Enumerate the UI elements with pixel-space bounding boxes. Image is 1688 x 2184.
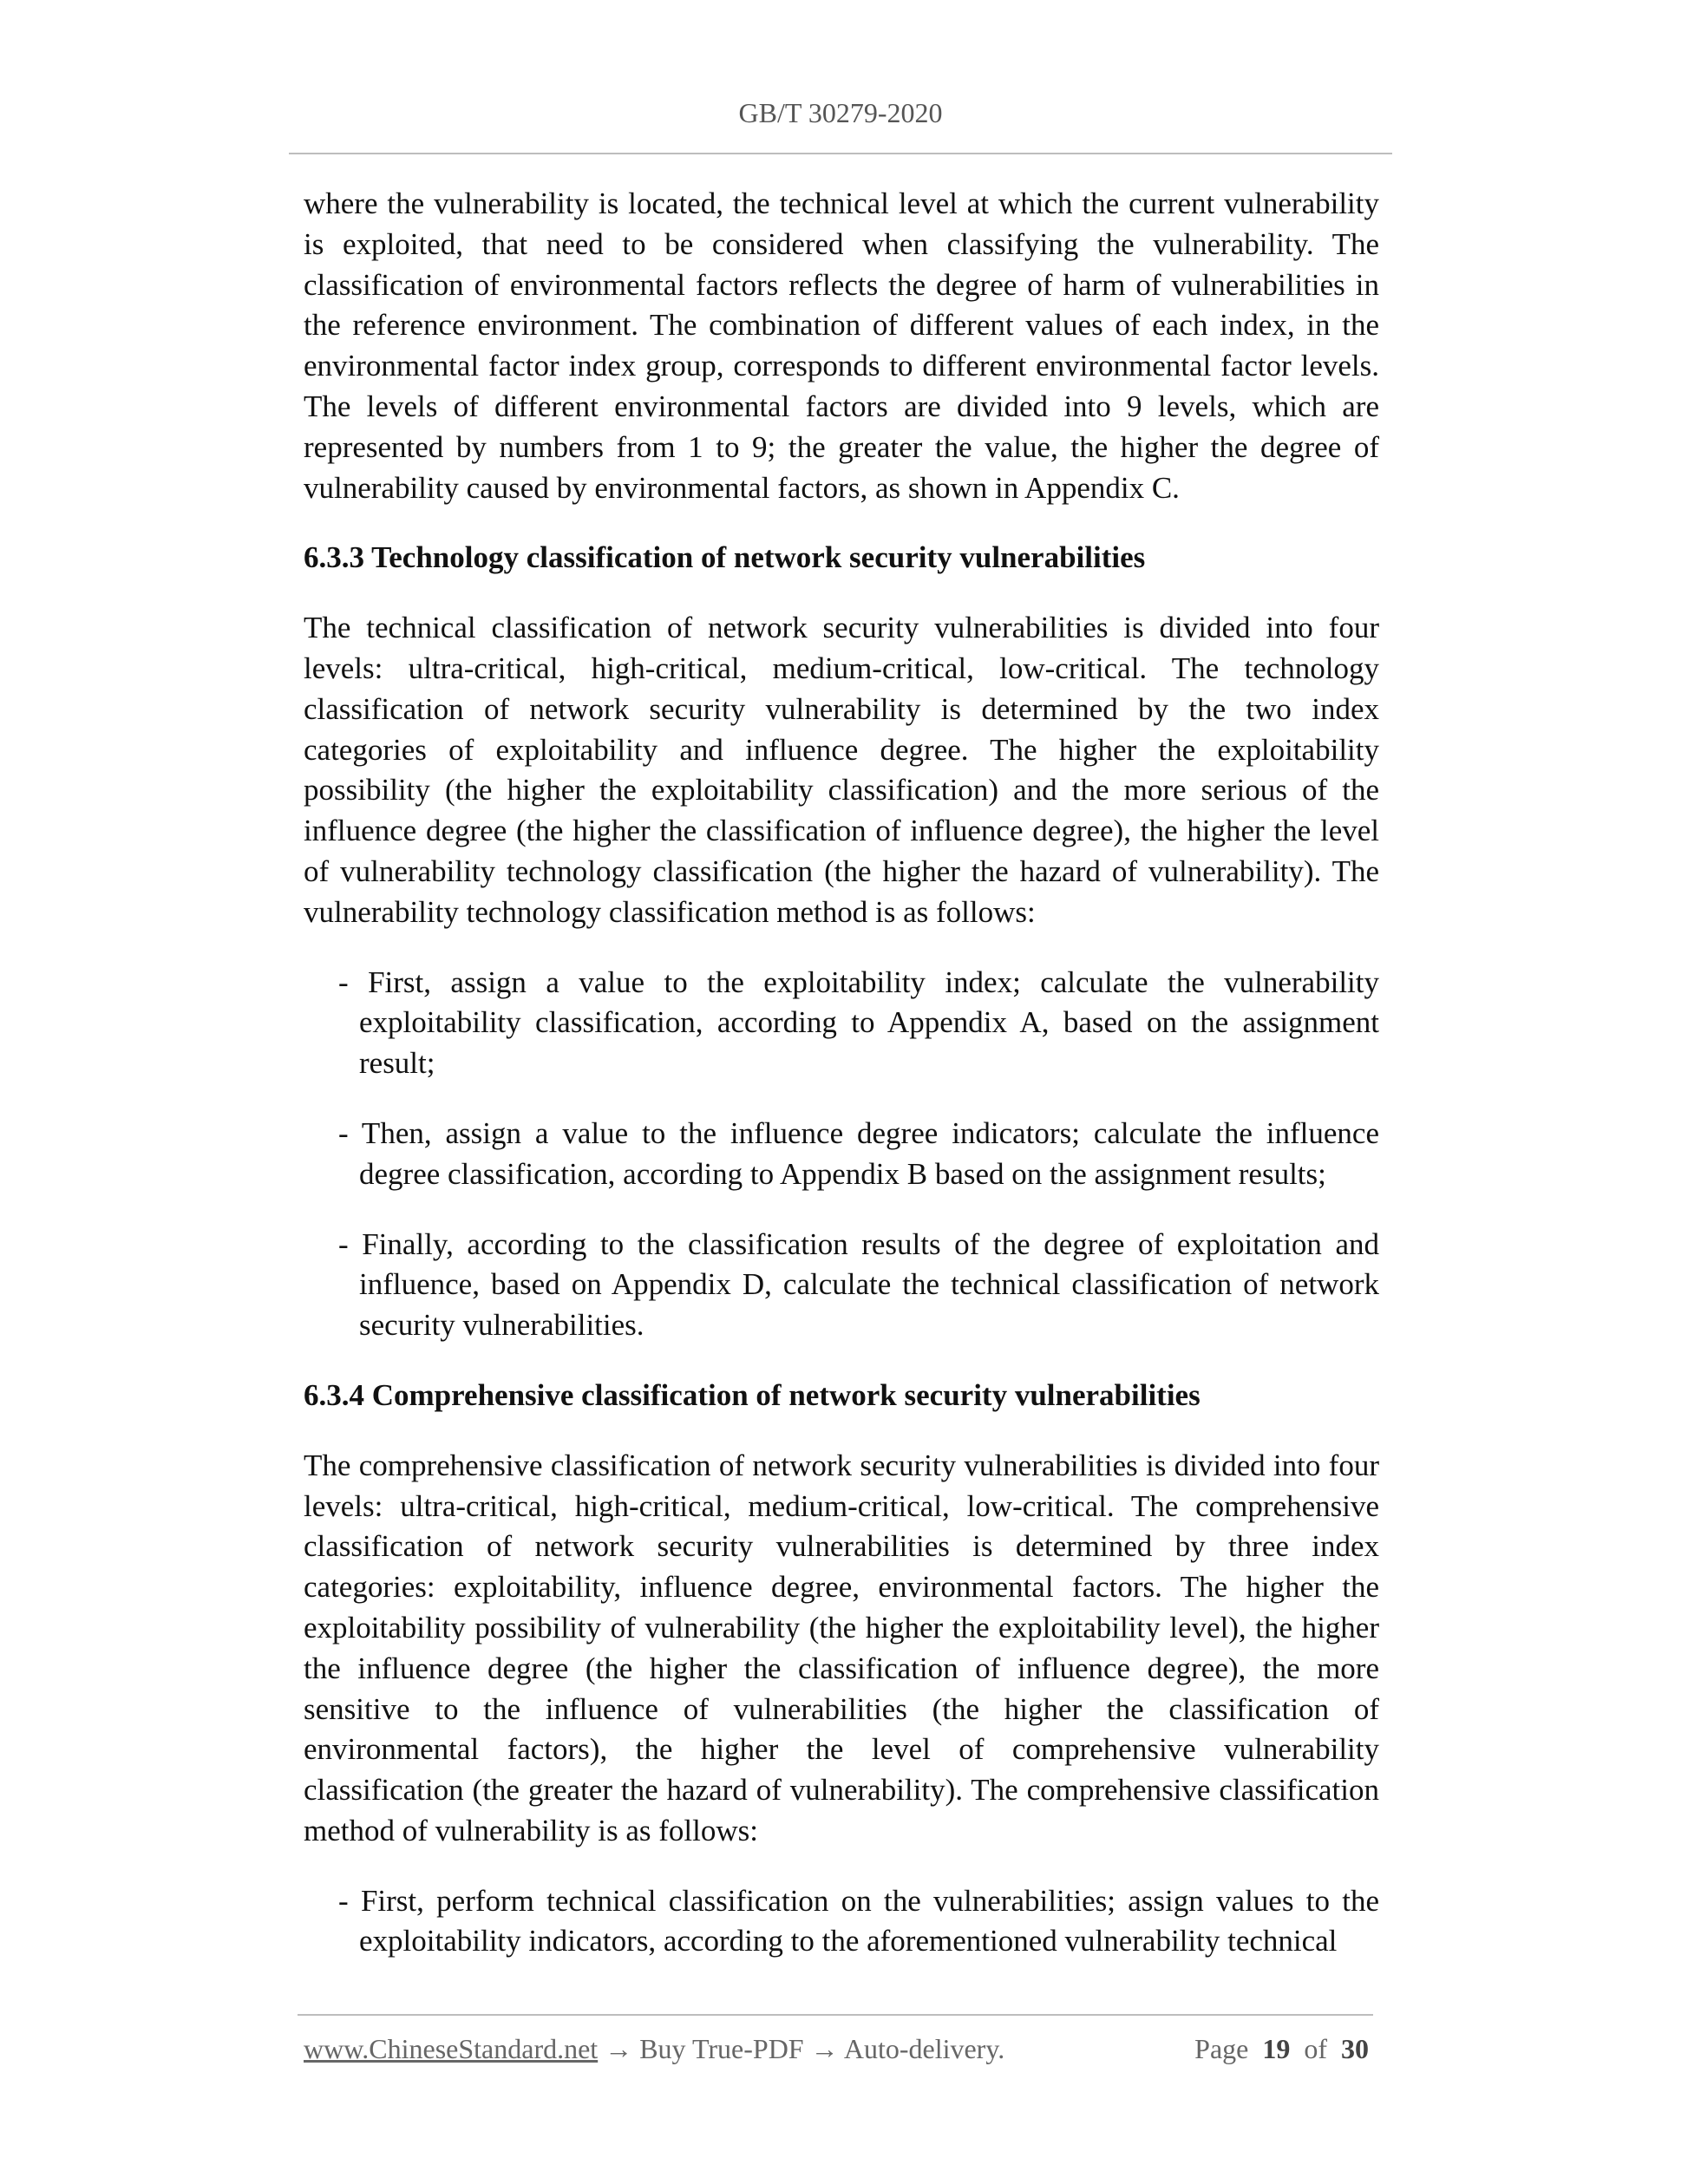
section-6-3-3-paragraph: The technical classification of network security vulnerabilities is divided into four levels: ultra-critical, high-critical, medium-critical, low-critical. The technology classification of network security vulnerability is determined by the two index categories of exploitability and influence degree. The higher the exploitability possibility (the higher the exploitability classification) and the more serious of the influence degree (the higher the classification of influence degree), the higher the level of vulnerability technology classification (the higher the hazard of vulnerability). The vulnerability technology classification method is as follows: [304, 611, 1379, 929]
total-pages: 30 [1341, 2033, 1369, 2064]
section-heading-6-3-3: 6.3.3 Technology classification of network security vulnerabilities [304, 540, 1146, 575]
list-item: - First, assign a value to the exploitability index; calculate the vulnerability exploitability classification, according to Appendix A, based on the assignment result; [338, 964, 1379, 1081]
list-item: - Then, assign a value to the influence degree indicators; calculate the influence degree classification, according to Appendix B based on the assignment results; [338, 1115, 1379, 1191]
footer-promo-text: → Buy True-PDF → Auto-delivery. [598, 2033, 1005, 2064]
intro-paragraph: where the vulnerability is located, the technical level at which the current vulnerability is exploited, that need to be considered when classifying the vulnerability. The classification of environmental factors reflects the degree of harm of vulnerabilities in the reference environment. The combination of different values of each index, in the environmental factor index group, corresponds to different environmental factor levels. The levels of different environmental factors are divided into 9 levels, which are represented by numbers from 1 to 9; the greater the value, the higher the degree of vulnerability caused by environmental factors, as shown in Appendix C. [304, 186, 1379, 505]
section-6-3-4-paragraph: The comprehensive classification of network security vulnerabilities is divided into four levels: ultra-critical, high-critical, medium-critical, low-critical. The comprehensive classification of network security vulnerabilities is determined by three index categories: exploitability, influence degree, environmental factors. The higher the exploitability possibility of vulnerability (the higher the exploitability level), the higher the influence degree (the higher the classification of influence degree), the more sensitive to the influence of vulnerabilities (the higher the classification of environmental factors), the higher the level of comprehensive vulnerability classification (the greater the hazard of vulnerability). The comprehensive classification method of vulnerability is as follows: [304, 1448, 1379, 1847]
list-item: - First, perform technical classification on the vulnerabilities; assign values to the exploitability indicators, according to the aforementioned vulnerability technical [338, 1883, 1379, 1958]
page-body [304, 184, 1379, 1991]
header-divider [289, 153, 1392, 154]
page-number: 19 [1262, 2033, 1291, 2064]
footer-promo [304, 2033, 1004, 2065]
site-link[interactable]: www.ChineseStandard.net [304, 2033, 599, 2064]
page-indicator [1194, 2033, 1369, 2065]
page-header-title: GB/T 30279-2020 [738, 97, 943, 128]
page-label: Page [1194, 2033, 1249, 2064]
of-label: of [1304, 2033, 1327, 2064]
footer-divider [298, 2014, 1373, 2016]
list-item: - Finally, according to the classification results of the degree of exploitation and influence, based on Appendix D, calculate the technical classification of network security vulnerabilities. [338, 1226, 1379, 1343]
page-footer [304, 2033, 1369, 2065]
section-heading-6-3-4: 6.3.4 Comprehensive classification of network security vulnerabilities [304, 1377, 1201, 1412]
